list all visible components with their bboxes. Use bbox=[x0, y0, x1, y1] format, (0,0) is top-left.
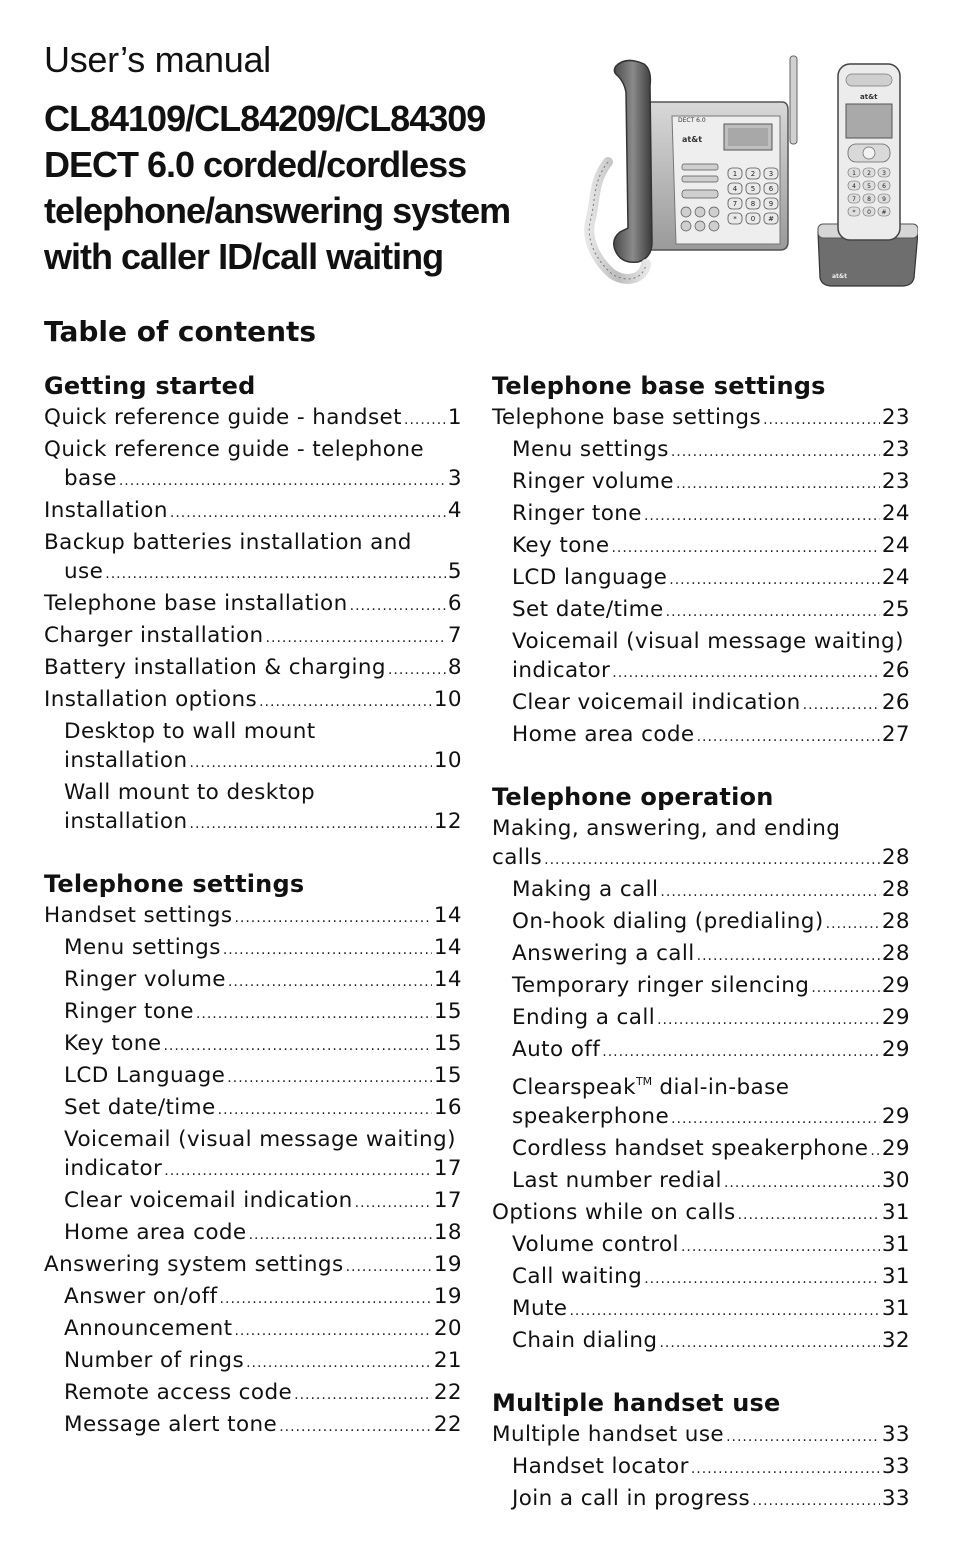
handset-key-label: # bbox=[881, 209, 887, 216]
toc-entry-label: Making a call bbox=[512, 877, 659, 902]
toc-entry-label: Battery installation & charging bbox=[44, 655, 386, 680]
toc-page-number: 28 bbox=[881, 877, 910, 902]
toc-page-number: 15 bbox=[433, 1063, 462, 1088]
toc-entry[interactable] bbox=[492, 875, 910, 907]
toc-entry-label: Call waiting bbox=[512, 1264, 643, 1289]
toc-page-number: 21 bbox=[433, 1348, 462, 1373]
toc-entry-label: Ringer volume bbox=[64, 967, 226, 992]
toc-entry-label: Home area code bbox=[512, 722, 695, 747]
handset-key-label: 5 bbox=[867, 183, 871, 190]
toc-entry-label: Chain dialing bbox=[512, 1328, 658, 1353]
toc-page-number: 33 bbox=[881, 1486, 910, 1511]
base-key-label: 2 bbox=[750, 170, 756, 178]
toc-page-number: 29 bbox=[881, 1037, 910, 1062]
toc-entry[interactable] bbox=[44, 685, 462, 717]
toc-entry-label: Ringer tone bbox=[64, 999, 194, 1024]
leader-dots bbox=[697, 723, 880, 752]
toc-entry[interactable] bbox=[492, 531, 910, 563]
handset-key-label: 7 bbox=[852, 196, 856, 203]
leader-dots bbox=[660, 878, 879, 907]
toc-page-number: 28 bbox=[881, 941, 910, 966]
leader-dots bbox=[246, 1349, 432, 1378]
leader-dots bbox=[249, 1221, 432, 1250]
toc-entry[interactable] bbox=[492, 1452, 910, 1484]
toc-entry[interactable] bbox=[492, 435, 910, 467]
toc-entry-label: Telephone base installation bbox=[44, 591, 348, 616]
toc-entry-label-first-line bbox=[512, 1067, 910, 1102]
leader-dots bbox=[163, 1032, 431, 1061]
toc-section-title: Telephone operation bbox=[492, 783, 774, 811]
toc-page-number: 18 bbox=[433, 1220, 462, 1245]
toc-entry-label: Set date/time bbox=[64, 1095, 216, 1120]
toc-entry[interactable] bbox=[44, 933, 462, 965]
toc-entry-label: Clear voicemail indication bbox=[512, 690, 801, 715]
toc-entry[interactable] bbox=[44, 528, 462, 589]
toc-entry-label: base bbox=[64, 466, 117, 491]
toc-page-number: 8 bbox=[447, 655, 462, 680]
toc-entry-label-first-line: Wall mount to desktop bbox=[64, 780, 316, 805]
toc-entry[interactable] bbox=[44, 997, 462, 1029]
toc-entry-label: Key tone bbox=[512, 533, 610, 558]
toc-entry[interactable] bbox=[492, 1134, 910, 1166]
clearspeak-label-rest: dial-in-base bbox=[652, 1075, 790, 1100]
handset-brand-logo: at&t bbox=[860, 93, 878, 101]
toc-page-number: 16 bbox=[433, 1095, 462, 1120]
toc-entry-label: indicator bbox=[512, 658, 611, 683]
toc-entry-label: Remote access code bbox=[64, 1380, 293, 1405]
toc-page-number: 32 bbox=[881, 1328, 910, 1353]
toc-entry-label: installation bbox=[64, 748, 188, 773]
base-key-label: 4 bbox=[732, 185, 738, 193]
leader-dots bbox=[266, 624, 446, 653]
toc-page-number: 3 bbox=[447, 466, 462, 491]
leader-dots bbox=[691, 1455, 880, 1484]
toc-entry[interactable] bbox=[44, 1282, 462, 1314]
toc-section-title: Telephone settings bbox=[44, 870, 305, 898]
toc-entry[interactable] bbox=[44, 965, 462, 997]
toc-entry[interactable] bbox=[44, 901, 462, 933]
toc-entry-label: Menu settings bbox=[64, 935, 221, 960]
leader-dots bbox=[611, 534, 879, 563]
base-key-label: 9 bbox=[768, 200, 774, 208]
toc-page-number: 31 bbox=[881, 1232, 910, 1257]
base-key-label: 8 bbox=[750, 200, 756, 208]
toc-entry-label: Installation options bbox=[44, 687, 258, 712]
toc-entry-label: Last number redial bbox=[512, 1168, 722, 1193]
toc-entry-label: On-hook dialing (predialing) bbox=[512, 909, 824, 934]
toc-entry[interactable] bbox=[492, 1326, 910, 1358]
toc-entry[interactable] bbox=[44, 778, 462, 839]
toc-entry[interactable] bbox=[492, 595, 910, 627]
toc-page-number: 7 bbox=[447, 623, 462, 648]
toc-entry-label: Quick reference guide - handset bbox=[44, 405, 403, 430]
toc-page-number: 1 bbox=[447, 405, 462, 430]
model-title bbox=[44, 96, 510, 280]
toc-section-title: Telephone base settings bbox=[492, 372, 826, 400]
toc-column-right bbox=[492, 369, 910, 1544]
toc-column-left bbox=[44, 369, 462, 1470]
toc-entry[interactable] bbox=[492, 1262, 910, 1294]
toc-entry[interactable] bbox=[492, 939, 910, 971]
toc-page-number: 15 bbox=[433, 1031, 462, 1056]
toc-entry[interactable] bbox=[44, 435, 462, 496]
toc-entry[interactable] bbox=[492, 907, 910, 939]
toc-page-number: 19 bbox=[433, 1252, 462, 1277]
toc-entry-label: LCD language bbox=[512, 565, 668, 590]
leader-dots bbox=[544, 846, 880, 875]
toc-entry-label: Join a call in progress bbox=[512, 1486, 751, 1511]
toc-entry[interactable] bbox=[492, 1035, 910, 1067]
toc-entry[interactable] bbox=[44, 589, 462, 621]
handset-key-label: 1 bbox=[852, 170, 856, 177]
toc-page-number: 17 bbox=[433, 1156, 462, 1181]
leader-dots bbox=[234, 1317, 431, 1346]
leader-dots bbox=[644, 1265, 880, 1294]
toc-entry-label: use bbox=[64, 559, 104, 584]
handset-key-label: * bbox=[852, 209, 856, 216]
leader-dots bbox=[294, 1381, 432, 1410]
toc-entry[interactable] bbox=[44, 621, 462, 653]
base-key-label: 6 bbox=[768, 185, 774, 193]
toc-entry-label: Home area code bbox=[64, 1220, 247, 1245]
toc-entry-label-first-line: Making, answering, and ending bbox=[492, 816, 841, 841]
handset-key-label: 8 bbox=[867, 196, 871, 203]
toc-page-number: 15 bbox=[433, 999, 462, 1024]
toc-entry[interactable] bbox=[492, 1230, 910, 1262]
base-key-label: 1 bbox=[732, 170, 738, 178]
toc-entry[interactable] bbox=[44, 1410, 462, 1442]
leader-dots bbox=[602, 1038, 880, 1067]
leader-dots bbox=[404, 406, 446, 435]
toc-page-number: 14 bbox=[433, 935, 462, 960]
leader-dots bbox=[870, 1137, 879, 1166]
toc-page-number: 22 bbox=[433, 1412, 462, 1437]
toc-entry-label: Announcement bbox=[64, 1316, 233, 1341]
leader-dots bbox=[644, 502, 880, 531]
toc-entry[interactable] bbox=[44, 1314, 462, 1346]
toc-entry-label: Answering a call bbox=[512, 941, 695, 966]
leader-dots bbox=[669, 566, 880, 595]
toc-entry[interactable] bbox=[492, 971, 910, 1003]
toc-entry[interactable] bbox=[492, 403, 910, 435]
toc-page-number: 29 bbox=[881, 1005, 910, 1030]
toc-page-number: 10 bbox=[433, 687, 462, 712]
toc-page-number: 29 bbox=[881, 1104, 910, 1129]
toc-page-number: 12 bbox=[433, 809, 462, 834]
leader-dots bbox=[350, 592, 446, 621]
leader-dots bbox=[196, 1000, 432, 1029]
toc-entry[interactable] bbox=[492, 1003, 910, 1035]
toc-entry[interactable] bbox=[492, 1484, 910, 1516]
toc-entry[interactable] bbox=[44, 1378, 462, 1410]
base-key-label: * bbox=[733, 215, 737, 223]
toc-entry-label: speakerphone bbox=[512, 1104, 670, 1129]
toc-page-number: 17 bbox=[433, 1188, 462, 1213]
leader-dots bbox=[234, 904, 431, 933]
base-key-label: # bbox=[768, 215, 774, 223]
leader-dots bbox=[105, 560, 446, 589]
toc-entry-label: Ringer tone bbox=[512, 501, 642, 526]
toc-entry-label-first-line: Backup batteries installation and bbox=[44, 530, 412, 555]
toc-page-number: 20 bbox=[433, 1316, 462, 1341]
toc-page-number: 4 bbox=[447, 498, 462, 523]
toc-entry[interactable] bbox=[44, 1250, 462, 1282]
toc-entry[interactable] bbox=[44, 1186, 462, 1218]
toc-entry-label: calls bbox=[492, 845, 543, 870]
toc-entry-label: Clear voicemail indication bbox=[64, 1188, 353, 1213]
leader-dots bbox=[671, 1105, 880, 1134]
base-key-label: 0 bbox=[750, 215, 756, 223]
leader-dots bbox=[170, 499, 446, 528]
toc-entry[interactable] bbox=[492, 1294, 910, 1326]
leader-dots bbox=[803, 691, 880, 720]
toc-section bbox=[492, 780, 910, 1358]
toc-entry-label: indicator bbox=[64, 1156, 163, 1181]
toc-page-number: 33 bbox=[881, 1422, 910, 1447]
toc-entry[interactable] bbox=[492, 1420, 910, 1452]
toc-entry-label: Handset settings bbox=[44, 903, 233, 928]
leader-dots bbox=[569, 1297, 879, 1326]
model-title-line: DECT 6.0 corded/cordless bbox=[44, 144, 467, 185]
toc-entry-label: Set date/time bbox=[512, 597, 664, 622]
base-brand-logo: at&t bbox=[682, 135, 703, 144]
leader-dots bbox=[666, 598, 880, 627]
toc-entry-label: Mute bbox=[512, 1296, 568, 1321]
toc-page-number: 23 bbox=[881, 469, 910, 494]
handset-key-label: 3 bbox=[882, 170, 886, 177]
leader-dots bbox=[227, 1064, 432, 1093]
toc-page-number: 29 bbox=[881, 973, 910, 998]
toc-page-number: 26 bbox=[881, 690, 910, 715]
toc-entry[interactable] bbox=[44, 403, 462, 435]
toc-entry-label: Handset locator bbox=[512, 1454, 689, 1479]
toc-page-number: 25 bbox=[881, 597, 910, 622]
toc-page-number: 5 bbox=[447, 559, 462, 584]
base-key-label: 5 bbox=[750, 185, 756, 193]
leader-dots bbox=[119, 467, 446, 496]
leader-dots bbox=[218, 1096, 432, 1125]
toc-entry[interactable] bbox=[492, 1067, 910, 1134]
leader-dots bbox=[826, 910, 880, 939]
model-title-line: with caller ID/call waiting bbox=[44, 236, 444, 277]
toc-entry-label: Cordless handset speakerphone bbox=[512, 1136, 869, 1161]
toc-page-number: 24 bbox=[881, 565, 910, 590]
leader-dots bbox=[738, 1201, 880, 1230]
toc-section bbox=[492, 369, 910, 752]
leader-dots bbox=[752, 1487, 880, 1516]
toc-entry-label: Options while on calls bbox=[492, 1200, 736, 1225]
toc-entry-label: Multiple handset use bbox=[492, 1422, 725, 1447]
leader-dots bbox=[220, 1285, 432, 1314]
toc-entry-label-first-line: Desktop to wall mount bbox=[64, 719, 316, 744]
leader-dots bbox=[259, 688, 432, 717]
handset-key-label: 4 bbox=[852, 183, 856, 190]
toc-page-number: 6 bbox=[447, 591, 462, 616]
toc-entry-label-first-line: Voicemail (visual message waiting) bbox=[64, 1127, 456, 1152]
toc-entry[interactable] bbox=[492, 563, 910, 595]
toc-section bbox=[492, 1386, 910, 1516]
toc-entry[interactable] bbox=[44, 1061, 462, 1093]
toc-entry[interactable] bbox=[492, 1166, 910, 1198]
base-logo-text: DECT 6.0 bbox=[678, 117, 706, 124]
leader-dots bbox=[346, 1253, 432, 1282]
handset-key-label: 6 bbox=[882, 183, 886, 190]
toc-entry[interactable] bbox=[44, 653, 462, 685]
toc-page-number: 31 bbox=[881, 1200, 910, 1225]
toc-entry[interactable] bbox=[44, 1093, 462, 1125]
toc-entry[interactable] bbox=[44, 496, 462, 528]
toc-entry[interactable] bbox=[492, 814, 910, 875]
toc-section bbox=[44, 867, 462, 1442]
toc-page-number: 30 bbox=[881, 1168, 910, 1193]
toc-entry-label: Ringer volume bbox=[512, 469, 674, 494]
toc-entry-label-first-line: Voicemail (visual message waiting) bbox=[512, 629, 904, 654]
model-title-line: telephone/answering system bbox=[44, 190, 511, 231]
toc-entry-label: Message alert tone bbox=[64, 1412, 278, 1437]
leader-dots bbox=[190, 749, 432, 778]
toc-entry[interactable] bbox=[44, 1125, 462, 1186]
toc-page-number: 28 bbox=[881, 845, 910, 870]
trademark-mark: TM bbox=[635, 1075, 653, 1088]
leader-dots bbox=[676, 470, 880, 499]
leader-dots bbox=[671, 438, 880, 467]
toc-entry[interactable] bbox=[44, 717, 462, 778]
leader-dots bbox=[726, 1423, 880, 1452]
toc-section-title: Getting started bbox=[44, 372, 256, 400]
toc-entry-label: Temporary ringer silencing bbox=[512, 973, 810, 998]
page-subtitle: User’s manual bbox=[44, 39, 271, 80]
leader-dots bbox=[190, 810, 432, 839]
toc-page-number: 24 bbox=[881, 501, 910, 526]
leader-dots bbox=[697, 942, 880, 971]
leader-dots bbox=[763, 406, 880, 435]
toc-page-number: 26 bbox=[881, 658, 910, 683]
leader-dots bbox=[164, 1157, 432, 1186]
toc-entry-label: Number of rings bbox=[64, 1348, 245, 1373]
toc-page-number: 10 bbox=[433, 748, 462, 773]
leader-dots bbox=[811, 974, 880, 1003]
toc-entry-label-first-line: Quick reference guide - telephone bbox=[44, 437, 425, 462]
corded-base-unit bbox=[589, 56, 797, 279]
toc-section bbox=[44, 369, 462, 839]
toc-page-number: 24 bbox=[881, 533, 910, 558]
toc-entry-label: Volume control bbox=[512, 1232, 679, 1257]
charger-brand-logo: at&t bbox=[832, 273, 848, 280]
phone-product-image bbox=[582, 52, 918, 288]
leader-dots bbox=[657, 1006, 880, 1035]
leader-dots bbox=[355, 1189, 432, 1218]
leader-dots bbox=[724, 1169, 880, 1198]
leader-dots bbox=[388, 656, 446, 685]
toc-entry-label: Key tone bbox=[64, 1031, 162, 1056]
toc-entry-label: Auto off bbox=[512, 1037, 601, 1062]
toc-page-number: 31 bbox=[881, 1264, 910, 1289]
leader-dots bbox=[223, 936, 432, 965]
toc-page-number: 14 bbox=[433, 967, 462, 992]
toc-entry[interactable] bbox=[44, 1029, 462, 1061]
toc-entry-label: Ending a call bbox=[512, 1005, 656, 1030]
leader-dots bbox=[228, 968, 432, 997]
clearspeak-label: Clearspeak bbox=[512, 1075, 636, 1100]
base-key-label: 3 bbox=[768, 170, 774, 178]
toc-page-number: 28 bbox=[881, 909, 910, 934]
toc-entry[interactable] bbox=[492, 688, 910, 720]
leader-dots bbox=[659, 1329, 879, 1358]
cordless-handset-and-charger bbox=[818, 64, 918, 286]
toc-entry-label: Menu settings bbox=[512, 437, 669, 462]
handset-key-label: 9 bbox=[882, 196, 886, 203]
toc-entry-label: Answering system settings bbox=[44, 1252, 344, 1277]
toc-page-number: 23 bbox=[881, 437, 910, 462]
base-key-label: 7 bbox=[732, 200, 738, 208]
leader-dots bbox=[612, 659, 880, 688]
toc-page-number: 29 bbox=[881, 1136, 910, 1161]
toc-entry-label: Installation bbox=[44, 498, 168, 523]
toc-entry[interactable] bbox=[492, 499, 910, 531]
leader-dots bbox=[279, 1413, 432, 1442]
toc-page-number: 33 bbox=[881, 1454, 910, 1479]
toc-page-number: 31 bbox=[881, 1296, 910, 1321]
toc-page-number: 19 bbox=[433, 1284, 462, 1309]
toc-entry-label: LCD Language bbox=[64, 1063, 226, 1088]
toc-entry[interactable] bbox=[492, 627, 910, 688]
handset-key-label: 2 bbox=[867, 170, 871, 177]
toc-entry-label: Charger installation bbox=[44, 623, 264, 648]
toc-entry[interactable] bbox=[492, 720, 910, 752]
model-title-line: CL84109/CL84209/CL84309 bbox=[44, 98, 486, 139]
leader-dots bbox=[681, 1233, 880, 1262]
handset-key-label: 0 bbox=[867, 209, 871, 216]
toc-page-number: 22 bbox=[433, 1380, 462, 1405]
toc-heading: Table of contents bbox=[44, 315, 317, 348]
toc-entry-label: Answer on/off bbox=[64, 1284, 218, 1309]
toc-entry[interactable] bbox=[44, 1218, 462, 1250]
toc-entry[interactable] bbox=[492, 1198, 910, 1230]
toc-page-number: 23 bbox=[881, 405, 910, 430]
toc-entry[interactable] bbox=[44, 1346, 462, 1378]
toc-section-title: Multiple handset use bbox=[492, 1389, 781, 1417]
toc-page-number: 14 bbox=[433, 903, 462, 928]
toc-entry[interactable] bbox=[492, 467, 910, 499]
toc-page-number: 27 bbox=[881, 722, 910, 747]
toc-entry-label: installation bbox=[64, 809, 188, 834]
toc-entry-label: Telephone base settings bbox=[492, 405, 762, 430]
